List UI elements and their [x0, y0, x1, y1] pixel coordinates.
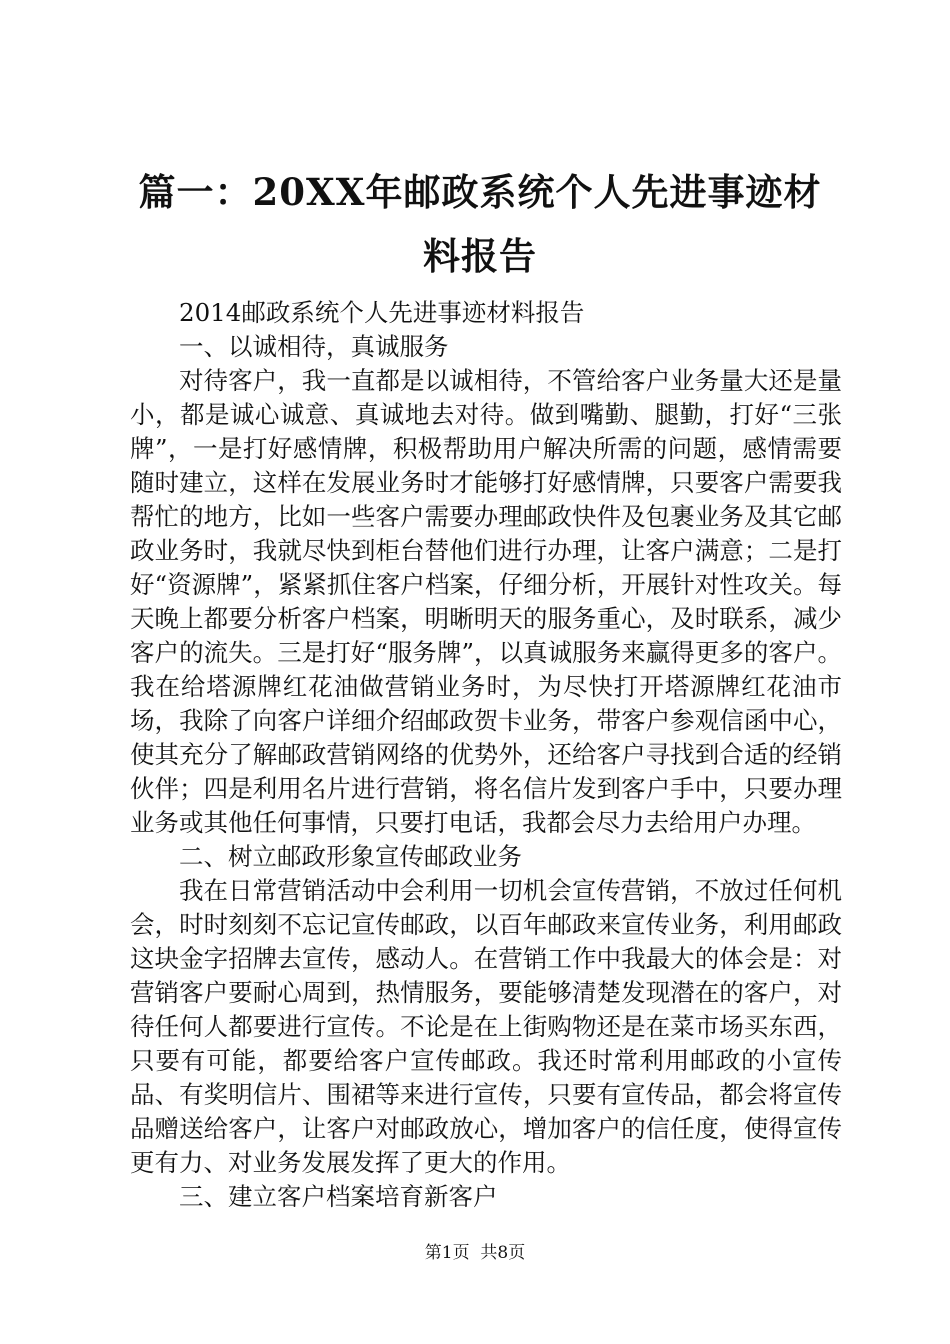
body-paragraph-1: 对待客户，我一直都是以诚相待，不管给客户业务量大还是量小，都是诚心诚意、真诚地去对待。做到嘴勤、腿勤，打好“三张牌”，一是打好感情牌，积极帮助用户解决所需的问题，感情需要随时建立，这样在发展业务时才能够打好感情牌，只要客户需要我帮忙的地方，比如一些客户需要办理邮政快件及包裹业务及其它邮政业务时，我就尽快到柜台替他们进行办理，让客户满意；二是打好“资源牌”，紧紧抓住客户档案，仔细分析，开展针对性攻关。每天晚上都要分析客户档案，明晰明天的服务重心，及时联系，减少客户的流失。三是打好“服务牌”，以真诚服务来赢得更多的客户。我在给塔源牌红花油做营销业务时，为尽快打开塔源牌红花油市场，我除了向客户详细介绍邮政贺卡业务，带客户参观信函中心，使其充分了解邮政营销网络的优势外，还给客户寻找到合适的经销伙伴；四是利用名片进行营销，将名信片发到客户手中，只要办理业务或其他任何事情，只要打电话，我都会尽力去给用户办理。	[130, 366, 842, 837]
body-paragraph-2: 我在日常营销活动中会利用一切机会宣传营销，不放过任何机会，时时刻刻不忘记宣传邮政，以百年邮政来宣传业务，利用邮政这块金字招牌去宣传，感动人。在营销工作中我最大的体会是：对营销客户要耐心周到，热情服务，要能够清楚发现潜在的客户，对待任何人都要进行宣传。不论是在上街购物还是在菜市场买东西，只要有可能，都要给客户宣传邮政。我还时常利用邮政的小宣传品、有奖明信片、围裙等来进行宣传，只要有宣传品，都会将宣传品赠送给客户，让客户对邮政放心，增加客户的信任度，使得宣传更有力、对业务发展发挥了更大的作用。	[130, 876, 842, 1177]
section-heading-2: 二、树立邮政形象宣传邮政业务	[179, 842, 522, 871]
page-footer	[0, 1242, 950, 1264]
page-number: 第1页	[424, 1243, 470, 1263]
section-heading-3: 三、建立客户档案培育新客户	[179, 1182, 498, 1211]
document-body	[130, 296, 842, 1214]
page-total: 共8页	[480, 1243, 526, 1263]
section-heading-1: 一、以诚相待，真诚服务	[179, 332, 449, 361]
document-title: 篇一：20XX年邮政系统个人先进事迹材料报告	[138, 170, 822, 278]
subtitle-line: 2014邮政系统个人先进事迹材料报告	[179, 298, 585, 327]
